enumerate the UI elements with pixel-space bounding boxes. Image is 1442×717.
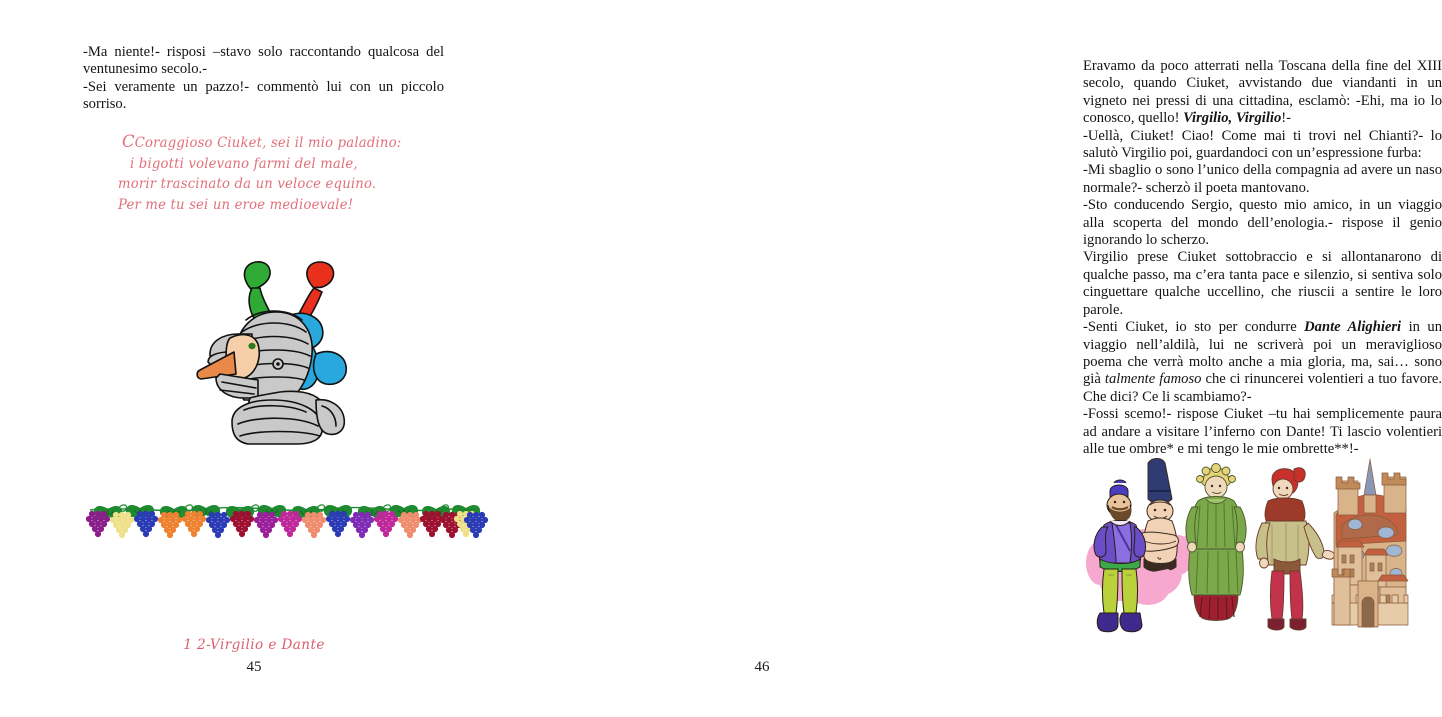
paragraph: Virgilio prese Ciuket sottobraccio e si allontanarono di qualche passo, ma c’era tanta pace e silenzio, si sentiva solo cinguettare qualche uccellino, che riuscii a sentire le loro parole.: [1083, 249, 1442, 318]
verse-line: morir trascinato da un veloce equino.: [118, 176, 377, 193]
page-right: [508, 0, 1442, 717]
right-page-body-text: [1083, 58, 1442, 458]
verse-line: Per me tu sei un eroe medioevale!: [118, 197, 354, 214]
page-left: [0, 0, 508, 717]
medieval-scene-illustration: [1086, 455, 1408, 640]
paragraph: Eravamo da poco atterrati nella Toscana della fine del XIII secolo, quando Ciuket, avvistando due viandanti in un vigneto nei pressi di una cittadina, esclamò: -Ehi, ma io lo conosco, quello! Virgilio, Virgilio!-: [1083, 58, 1442, 127]
paragraph: -Sto conducendo Sergio, questo mio amico, in un viaggio alla scoperta del mondo dell’enologia.- rispose il genio ignorando lo scherzo.: [1083, 197, 1442, 249]
knight-helmet-illustration: [196, 258, 372, 444]
paragraph: -Senti Ciuket, io sto per condurre Dante Alighieri in un viaggio nell’aldilà, lui ne scriverà poi un meraviglioso poema che verrà molto anche a mia gloria, ma, sai… sono già talmente famoso che ci rinuncerei volentieri a tuo favore. Che dici? Ce li scambiamo?-: [1083, 319, 1442, 405]
figure-caption: 1 2-Virgilio e Dante: [183, 637, 325, 653]
verse-poem: [118, 132, 418, 216]
page-number-right: 46: [754, 659, 770, 675]
paragraph: -Fossi scemo!- rispose Ciuket –tu hai semplicemente paura ad andare a visitare l’inferno con Dante! Ti lascio volentieri alle tue ombre* e mi tengo le mie ombrette**!-: [1083, 406, 1442, 457]
paragraph: -Uellà, Ciuket! Ciao! Come mai ti trovi nel Chianti?- lo salutò Virgilio poi, guardandoci con un’espressione furba:: [1083, 127, 1442, 162]
paragraph: -Ma niente!- risposi –stavo solo raccontando qualcosa del ventunesimo secolo.-: [83, 44, 444, 78]
verse-line: i bigotti volevano farmi del male,: [130, 156, 358, 172]
grape-vine-border-ornament: [88, 503, 480, 537]
left-page-body-text: [83, 44, 444, 114]
verse-line: CCoraggioso Ciuket, sei il mio paladino:: [122, 131, 402, 152]
paragraph: -Mi sbaglio o sono l’unico della compagnia ad avere un naso normale?- scherzò il poeta mantovano.: [1083, 162, 1442, 196]
paragraph: -Sei veramente un pazzo!- commentò lui con un piccolo sorriso.: [83, 78, 444, 113]
page-number-left: 45: [246, 659, 262, 675]
